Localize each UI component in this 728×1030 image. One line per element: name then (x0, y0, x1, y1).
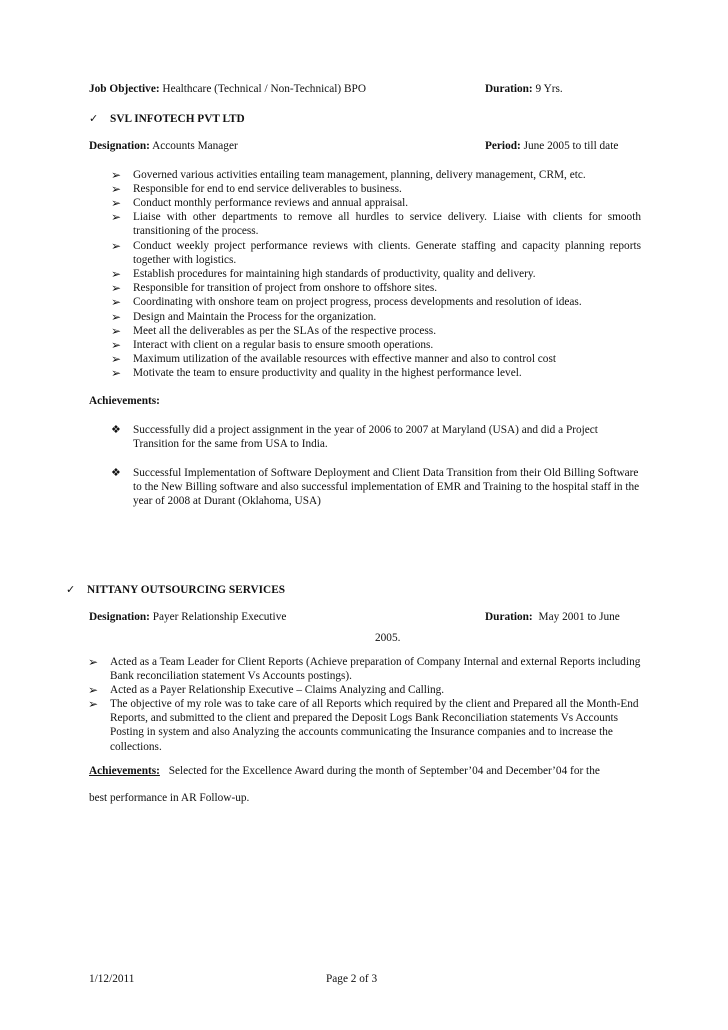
duration-value: 9 Yrs. (535, 83, 563, 95)
svl-company-heading (89, 112, 245, 125)
arrow-icon: ➢ (88, 697, 99, 711)
list-item: ➢ Maximum utilization of the available resources with effective manner and also to control cost (111, 352, 556, 366)
total-duration (485, 83, 563, 95)
nittany-company-name: NITTANY OUTSOURCING SERVICES (87, 584, 286, 596)
period-label: Period: (485, 140, 521, 152)
achievements-label: Achievements: (89, 765, 160, 777)
arrow-icon: ➢ (111, 352, 122, 366)
nittany-duration-cont: 2005. (375, 632, 401, 644)
footer-date: 1/12/2011 (89, 973, 135, 985)
duration-label: Duration: (485, 83, 533, 95)
list-item: ➢ Acted as a Team Leader for Client Reports (Achieve preparation of Company Internal and external Reports including Bank reconciliation statement Vs Accounts postings). (88, 655, 641, 683)
arrow-icon: ➢ (111, 168, 122, 182)
list-item: ➢ Conduct monthly performance reviews and annual appraisal. (111, 196, 409, 210)
footer-page-number: Page 2 of 3 (326, 973, 378, 985)
list-item: ➢ Governed various activities entailing team management, planning, delivery management, CRM, etc. (111, 168, 586, 182)
achievements-text: Selected for the Excellence Award during the month of September’04 and December’04 for the (168, 765, 600, 777)
arrow-icon: ➢ (111, 295, 122, 309)
arrow-icon: ➢ (111, 324, 122, 338)
achievement-item: ❖ Successfully did a project assignment in the year of 2006 to 2007 at Maryland (USA) and did a Project Transition for the same from USA to India. (111, 424, 598, 451)
list-item: ➢ Motivate the team to ensure productivity and quality in the highest performance level. (111, 366, 522, 380)
list-item: ➢ Design and Maintain the Process for the organization. (111, 310, 377, 324)
list-item: ➢ Establish procedures for maintaining high standards of productivity, quality and delivery. (111, 267, 536, 281)
arrow-icon: ➢ (88, 683, 99, 697)
arrow-icon: ➢ (111, 267, 122, 281)
nittany-duration: Duration: May 2001 to June (485, 611, 620, 623)
nittany-company-heading (66, 583, 285, 596)
list-item: ➢ Responsible for transition of project from onshore to offshore sites. (111, 281, 438, 295)
designation-label: Designation: (89, 140, 150, 152)
list-item: ➢ Meet all the deliverables as per the SLAs of the respective process. (111, 324, 437, 338)
arrow-icon: ➢ (111, 338, 122, 352)
list-item: ➢ Coordinating with onshore team on project progress, process developments and resolution of ideas. (111, 295, 582, 309)
arrow-icon: ➢ (111, 281, 122, 295)
svl-achievements-heading: Achievements: (89, 395, 160, 407)
nittany-designation: Designation: Payer Relationship Executive (89, 611, 287, 623)
arrow-icon: ➢ (111, 182, 122, 196)
list-item: ➢ Responsible for end to end service deliverables to business. (111, 182, 402, 196)
arrow-icon: ➢ (111, 196, 122, 210)
job-objective-value: Healthcare (Technical / Non-Technical) BPO (162, 83, 366, 95)
svl-company-name: SVL INFOTECH PVT LTD (110, 113, 245, 125)
job-objective-label: Job Objective: (89, 83, 160, 95)
check-icon: ✓ (66, 583, 76, 596)
nittany-achievements-cont: best performance in AR Follow-up. (89, 792, 250, 804)
achievement-item: ❖ Successful Implementation of Software Deployment and Client Data Transition from their Old Billing Software to the New Billing software and also successful implementation of EMR and Training to the hospital staff in the year of 2008 at Durant (Oklahoma, USA) (111, 467, 640, 508)
svl-designation (89, 140, 238, 152)
arrow-icon: ➢ (111, 366, 122, 380)
list-item: ➢ Acted as a Payer Relationship Executive – Claims Analyzing and Calling. (88, 683, 445, 697)
arrow-icon: ➢ (111, 210, 122, 224)
list-item: ➢ The objective of my role was to take care of all Reports which required by the client and Prepared all the Month-End Reports, and submitted to the client and prepared the Deposit Logs Bank Reconciliation statements Vs Accounts Posting in system and also Analyzing the accounts communicating the Insurance companies and to increase the collections. (88, 697, 639, 753)
check-icon: ✓ (89, 112, 99, 125)
list-item: ➢ Liaise with other departments to remove all hurdles to service delivery. Liaise with clients for smooth transitioning of the process. (111, 210, 641, 238)
arrow-icon: ➢ (111, 310, 122, 324)
diamond-icon: ❖ (111, 467, 121, 479)
list-item: ➢ Interact with client on a regular basis to ensure smooth operations. (111, 338, 434, 352)
svl-period (485, 140, 618, 152)
nittany-achievements (89, 765, 600, 777)
designation-value: Accounts Manager (152, 140, 238, 152)
arrow-icon: ➢ (88, 655, 99, 669)
diamond-icon: ❖ (111, 424, 121, 436)
job-objective (89, 83, 366, 95)
period-value: June 2005 to till date (523, 140, 619, 152)
list-item: ➢ Conduct weekly project performance reviews with clients. Generate staffing and capacity planning reports together with logistics. (111, 239, 641, 267)
arrow-icon: ➢ (111, 239, 122, 253)
